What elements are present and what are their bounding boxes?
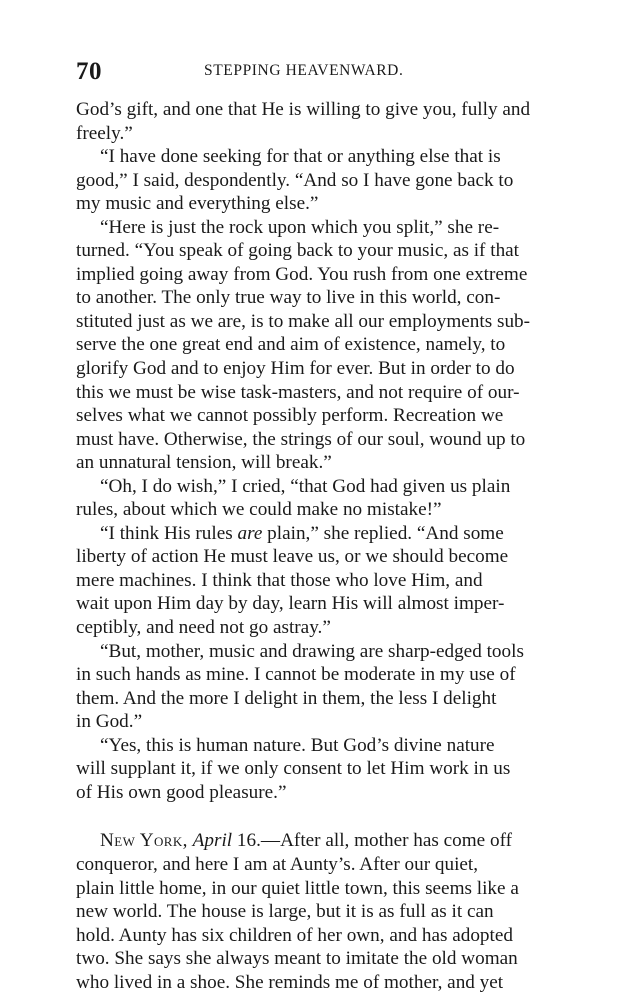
text-fragment: 16.—After all, mother has come off xyxy=(236,830,513,852)
text-line: God’s gift, and one that He is willing to give you, fully and xyxy=(76,99,531,120)
text-line: conqueror, and here I am at Aunty’s. After our quiet, xyxy=(76,853,479,875)
text-line: serve the one great end and aim of existence, namely, to xyxy=(76,334,506,356)
book-title: STEPPING HEAVENWARD. xyxy=(204,62,404,79)
text-line: new world. The house is large, but it is as full as it can xyxy=(76,901,494,923)
text-line: “But, mother, music and drawing are sharp-edged tools xyxy=(100,640,524,662)
text-line: mere machines. I think that those who love Him, and xyxy=(76,569,483,591)
text-line: liberty of action He must leave us, or we should become xyxy=(76,546,509,568)
paragraph-gap xyxy=(76,804,609,829)
body-text xyxy=(76,98,609,994)
text-line: “I have done seeking for that or anything else that is xyxy=(100,146,501,168)
text-line: rules, about which we could make no mistake!” xyxy=(76,499,442,521)
dateline-place: New York, xyxy=(100,830,188,852)
text-line: in such hands as mine. I cannot be moderate in my use of xyxy=(76,664,516,686)
text-line: to another. The only true way to live in this world, con- xyxy=(76,287,501,309)
text-line: two. She says she always meant to imitate the old woman xyxy=(76,948,518,970)
running-head xyxy=(76,58,536,88)
text-line: “Oh, I do wish,” I cried, “that God had given us plain xyxy=(100,475,511,497)
text-line: turned. “You speak of going back to your music, as if that xyxy=(76,240,520,262)
text-line: wait upon Him day by day, learn His will almost imper- xyxy=(76,593,505,615)
text-line: this we must be wise task-masters, and not require of our- xyxy=(76,381,520,403)
text-line: ceptibly, and need not go astray.” xyxy=(76,617,331,639)
text-line: selves what we cannot possibly perform. Recreation we xyxy=(76,405,504,427)
text-line xyxy=(76,522,609,546)
text-line: “Here is just the rock upon which you split,” she re- xyxy=(100,216,500,238)
text-line: good,” I said, despondently. “And so I have gone back to xyxy=(76,169,514,191)
text-line: plain little home, in our quiet little town, this seems like a xyxy=(76,877,519,899)
text-line: must have. Otherwise, the strings of our soul, wound up to xyxy=(76,428,526,450)
page-number: 70 xyxy=(76,58,102,85)
text-line: freely.” xyxy=(76,122,133,144)
dateline-month: April xyxy=(192,830,233,852)
text-line: “Yes, this is human nature. But God’s divine nature xyxy=(100,734,495,756)
text-line: implied going away from God. You rush from one extreme xyxy=(76,263,528,285)
text-line: glorify God and to enjoy Him for ever. But in order to do xyxy=(76,358,515,380)
text-line: will supplant it, if we only consent to let Him work in us xyxy=(76,758,511,780)
text-line: an unnatural tension, will break.” xyxy=(76,452,332,474)
text-line: who lived in a shoe. She reminds me of mother, and yet xyxy=(76,971,504,993)
text-fragment: “I think His rules xyxy=(100,522,233,544)
text-line xyxy=(76,829,609,853)
text-line: in God.” xyxy=(76,711,143,733)
text-line: my music and everything else.” xyxy=(76,193,319,215)
text-line: stituted just as we are, is to make all our employments sub- xyxy=(76,310,531,332)
text-line: them. And the more I delight in them, the less I delight xyxy=(76,687,497,709)
text-line: of His own good pleasure.” xyxy=(76,781,287,803)
text-line: hold. Aunty has six children of her own, and has adopted xyxy=(76,924,513,946)
italic-word: are xyxy=(237,522,263,544)
text-fragment: plain,” she replied. “And some xyxy=(267,522,504,544)
